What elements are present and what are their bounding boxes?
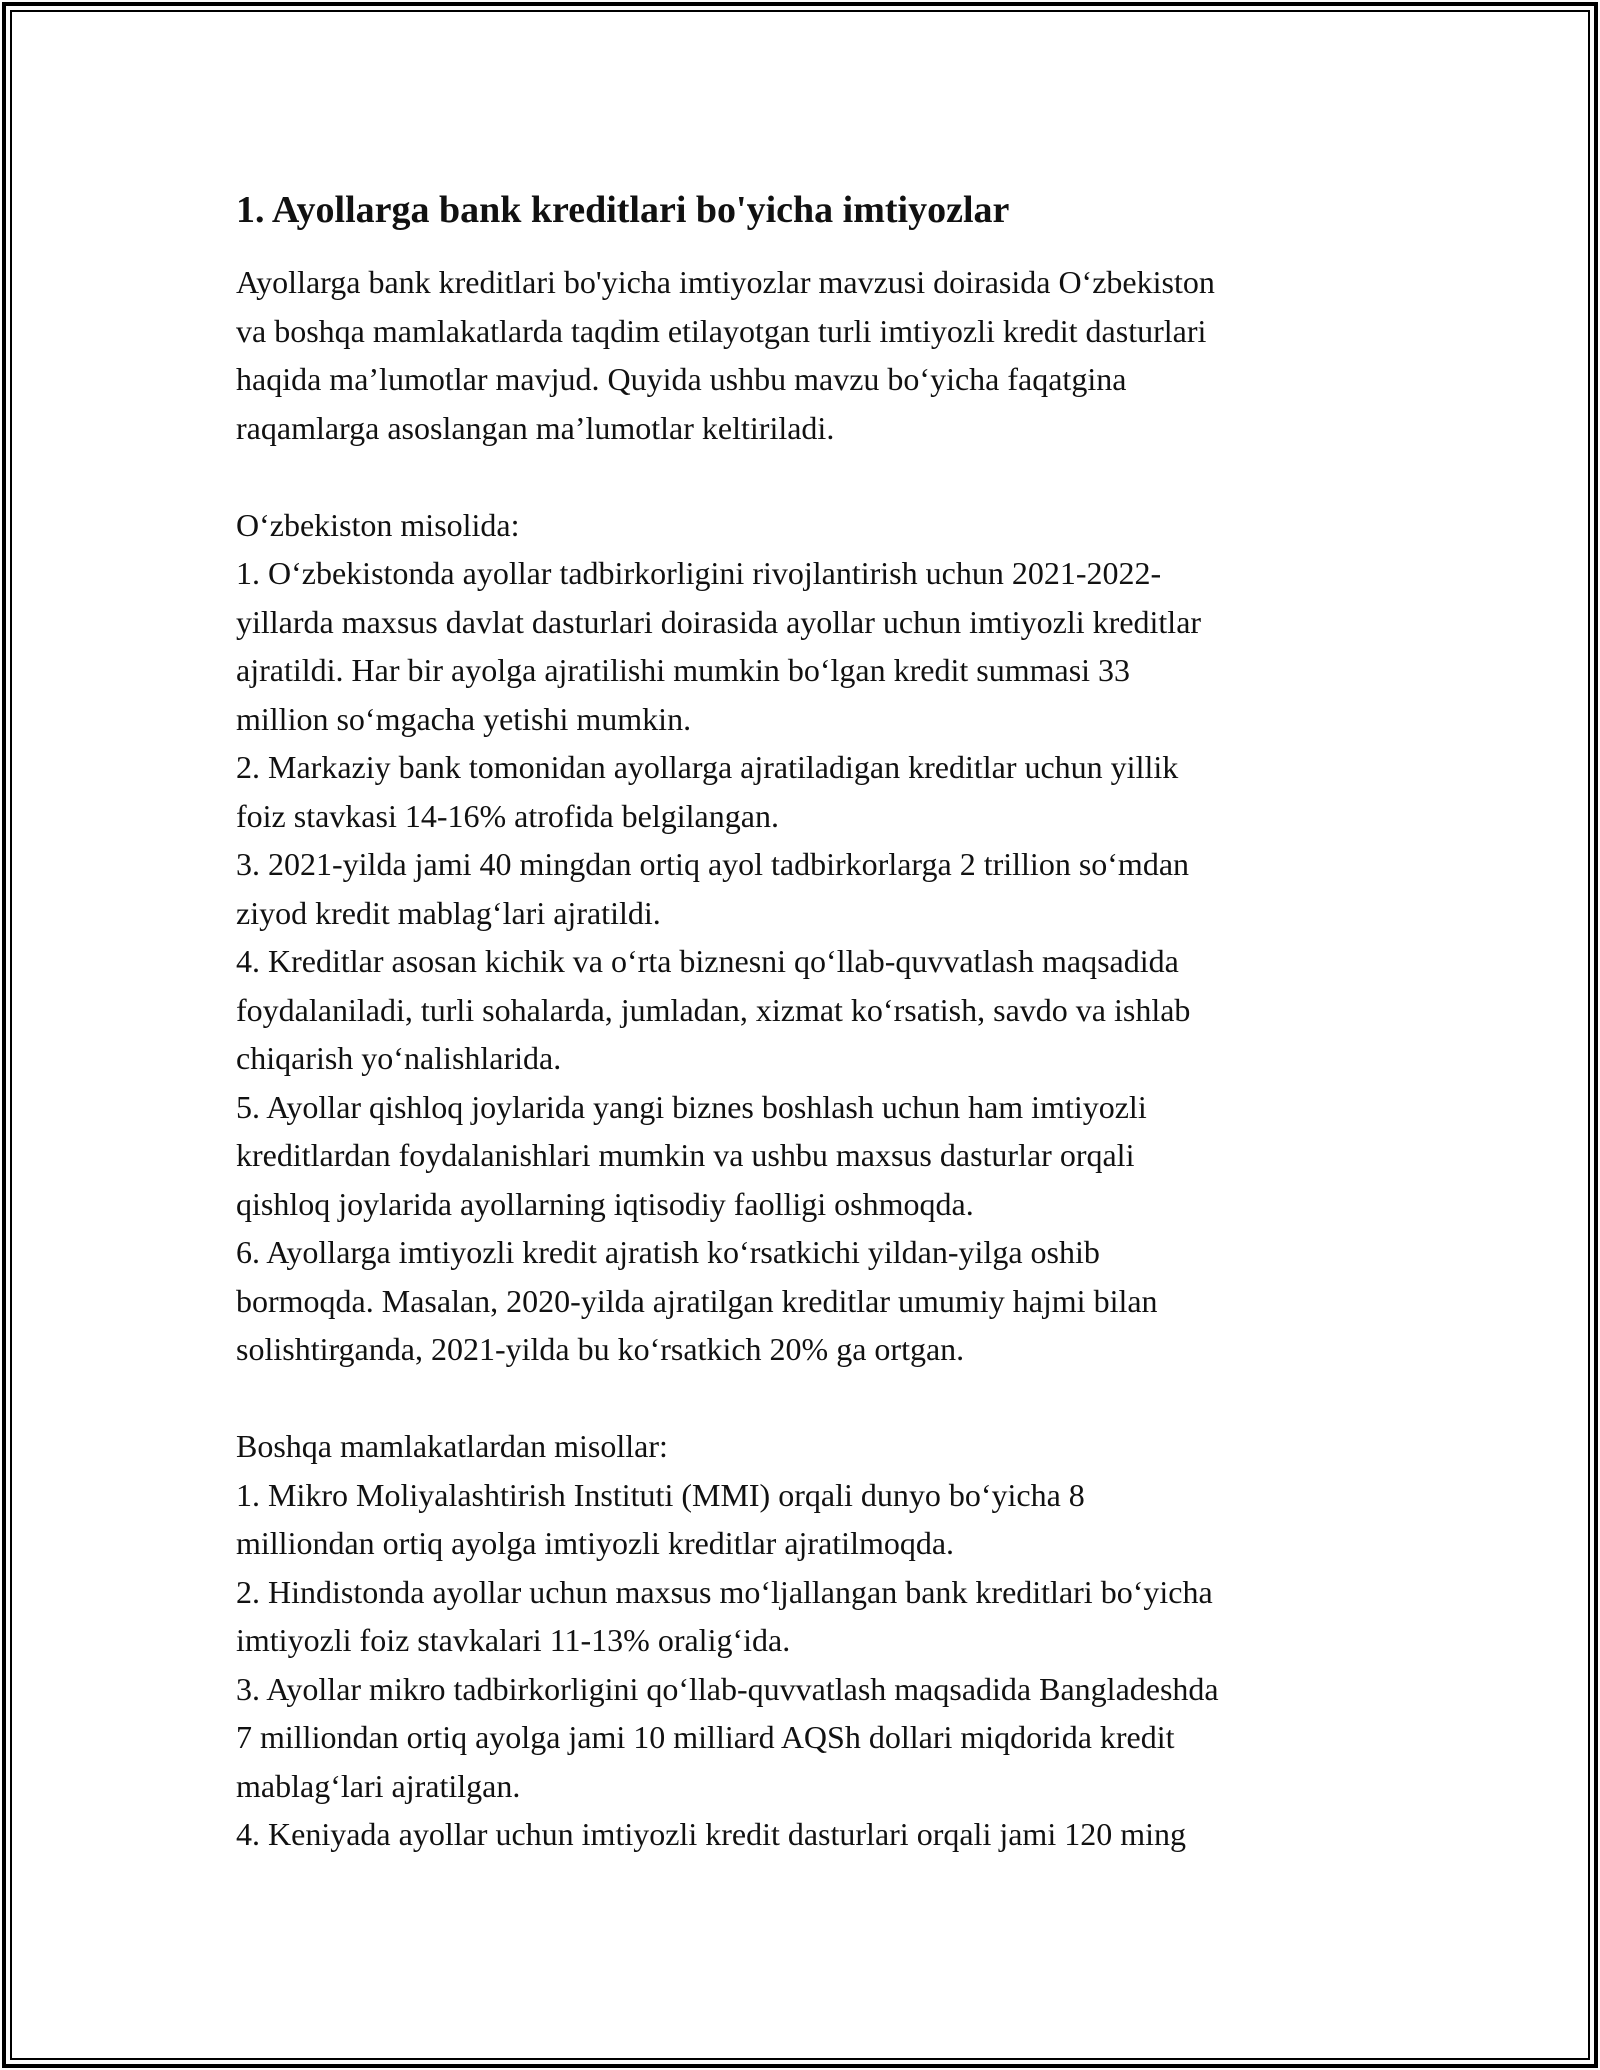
list-line: 4. Keniyada ayollar uchun imtiyozli kredit dasturlari orqali jami 120 ming [236, 1816, 1186, 1852]
document-body [236, 186, 1386, 1859]
paragraph-gap [236, 452, 1386, 501]
list-line: 3. Ayollar mikro tadbirkorligini qo‘llab-quvvatlash maqsadida Bangladeshda [236, 1670, 1219, 1707]
list-line: ziyod kredit mablag‘lari ajratildi. [236, 894, 661, 931]
intro-line: Ayollarga bank kreditlari bo'yicha imtiyozlar mavzusi doirasida O‘zbekiston [236, 264, 1215, 300]
list-line: bormoqda. Masalan, 2020-yilda ajratilgan kreditlar umumiy hajmi bilan [236, 1282, 1158, 1319]
list-line: qishloq joylarida ayollarning iqtisodiy faolligi oshmoqda. [236, 1185, 974, 1222]
list-line: 4. Kreditlar asosan kichik va o‘rta biznesni qo‘llab-quvvatlash maqsadida [236, 943, 1179, 979]
list-line: foiz stavkasi 14-16% atrofida belgilangan. [236, 797, 779, 834]
list-line: foydalaniladi, turli sohalarda, jumladan, xizmat ko‘rsatish, savdo va ishlab [236, 991, 1191, 1028]
list-line: kreditlardan foydalanishlari mumkin va ushbu maxsus dasturlar orqali [236, 1137, 1135, 1173]
list-line: million so‘mgacha yetishi mumkin. [236, 700, 692, 737]
list-line: 2. Markaziy bank tomonidan ayollarga ajratiladigan kreditlar uchun yillik [236, 749, 1179, 785]
list-line: 2. Hindistonda ayollar uchun maxsus mo‘ljallangan bank kreditlari bo‘yicha [236, 1573, 1213, 1610]
list-line: 6. Ayollarga imtiyozli kredit ajratish ko‘rsatkichi yildan-yilga oshib [236, 1234, 1100, 1270]
list-line: mablag‘lari ajratilgan. [236, 1767, 521, 1804]
list-line: milliondan ortiq ayolga imtiyozli kreditlar ajratilmoqda. [236, 1525, 955, 1561]
list-line: yillarda maxsus davlat dasturlari doirasida ayollar uchun imtiyozli kreditlar [236, 603, 1202, 640]
list-line: 7 milliondan ortiq ayolga jami 10 milliard AQSh dollari miqdorida kredit [236, 1719, 1175, 1755]
uzbekistan-section [236, 501, 1386, 1423]
list-line: imtiyozli foiz stavkalari 11-13% oralig‘ida. [236, 1622, 791, 1658]
list-line: solishtirganda, 2021-yilda bu ko‘rsatkich 20% ga ortgan. [236, 1331, 965, 1367]
intro-line: raqamlarga asoslangan ma’lumotlar keltiriladi. [236, 409, 835, 446]
list-line: 3. 2021-yilda jami 40 mingdan ortiq ayol tadbirkorlarga 2 trillion so‘mdan [236, 846, 1190, 882]
list-line: 1. Mikro Moliyalashtirish Instituti (MMI) orqali dunyo bo‘yicha 8 [236, 1476, 1085, 1513]
list-line: 1. O‘zbekistonda ayollar tadbirkorligini rivojlantirish uchun 2021-2022- [236, 555, 1162, 591]
list-line: chiqarish yo‘nalishlarida. [236, 1040, 562, 1076]
section-heading-uzbekistan: O‘zbekiston misolida: [236, 506, 520, 543]
other-countries-section [236, 1422, 1386, 1859]
list-line: 5. Ayollar qishloq joylarida yangi biznes boshlash uchun ham imtiyozli [236, 1088, 1147, 1125]
intro-line: va boshqa mamlakatlarda taqdim etilayotgan turli imtiyozli kredit dasturlari [236, 312, 1207, 349]
document-title: 1. Ayollarga bank kreditlari bo'yicha imtiyozlar [236, 189, 1010, 231]
intro-paragraph [236, 258, 1386, 501]
paragraph-gap [236, 1374, 1386, 1423]
list-line: ajratildi. Har bir ayolga ajratilishi mumkin bo‘lgan kredit summasi 33 [236, 652, 1131, 688]
section-heading-other-countries: Boshqa mamlakatlardan misollar: [236, 1428, 668, 1464]
intro-line: haqida ma’lumotlar mavjud. Quyida ushbu mavzu bo‘yicha faqatgina [236, 361, 1127, 397]
